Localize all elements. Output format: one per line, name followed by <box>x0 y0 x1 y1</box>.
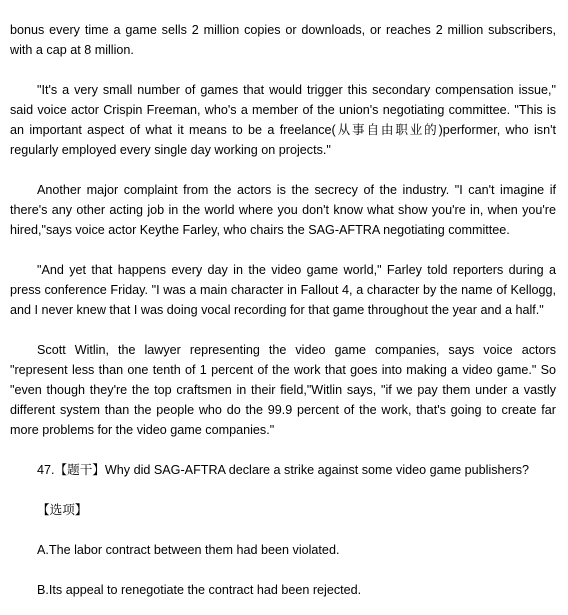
paragraph-5: Scott Witlin, the lawyer representing the video game companies, says voice actors "represent less than one tenth of 1 percent of the work that goes into making a video game." So "even though they're the top craftsmen in their field,"Witlin says, "if we pay them under a vastly different system than the people who do the 99.9 percent of the work, that's going to create far more problems for the video game companies." <box>10 343 556 437</box>
paragraph-2: "It's a very small number of games that would trigger this secondary compensation issue," said voice actor Crispin Freeman, who's a member of the union's negotiating committee. "This is an important aspect of what it means to be a freelance(从事自由职业的)performer, who isn't regularly employed every single day working on projects." <box>10 83 556 157</box>
options-heading: 【选项】 <box>37 503 88 517</box>
paragraph-1: bonus every time a game sells 2 million copies or downloads, or reaches 2 million subscribers, with a cap at 8 million. <box>10 23 556 57</box>
paragraph-3: Another major complaint from the actors is the secrecy of the industry. "I can't imagine if there's any other acting job in the world where you don't know what show you're in, when you're hired,"says voice actor Keythe Farley, who chairs the SAG-AFTRA negotiating committee. <box>10 183 556 237</box>
option-a: A.The labor contract between them had been violated. <box>37 543 340 557</box>
paragraph-4: "And yet that happens every day in the video game world," Farley told reporters during a press conference Friday. "I was a main character in Fallout 4, a character by the name of Kellogg, and I never knew that I was doing vocal recording for that game throughout the year and a half." <box>10 263 556 317</box>
question-stem: 47.【题干】Why did SAG-AFTRA declare a strike against some video game publishers? <box>37 463 530 477</box>
option-b: B.Its appeal to renegotiate the contract had been rejected. <box>37 583 362 597</box>
